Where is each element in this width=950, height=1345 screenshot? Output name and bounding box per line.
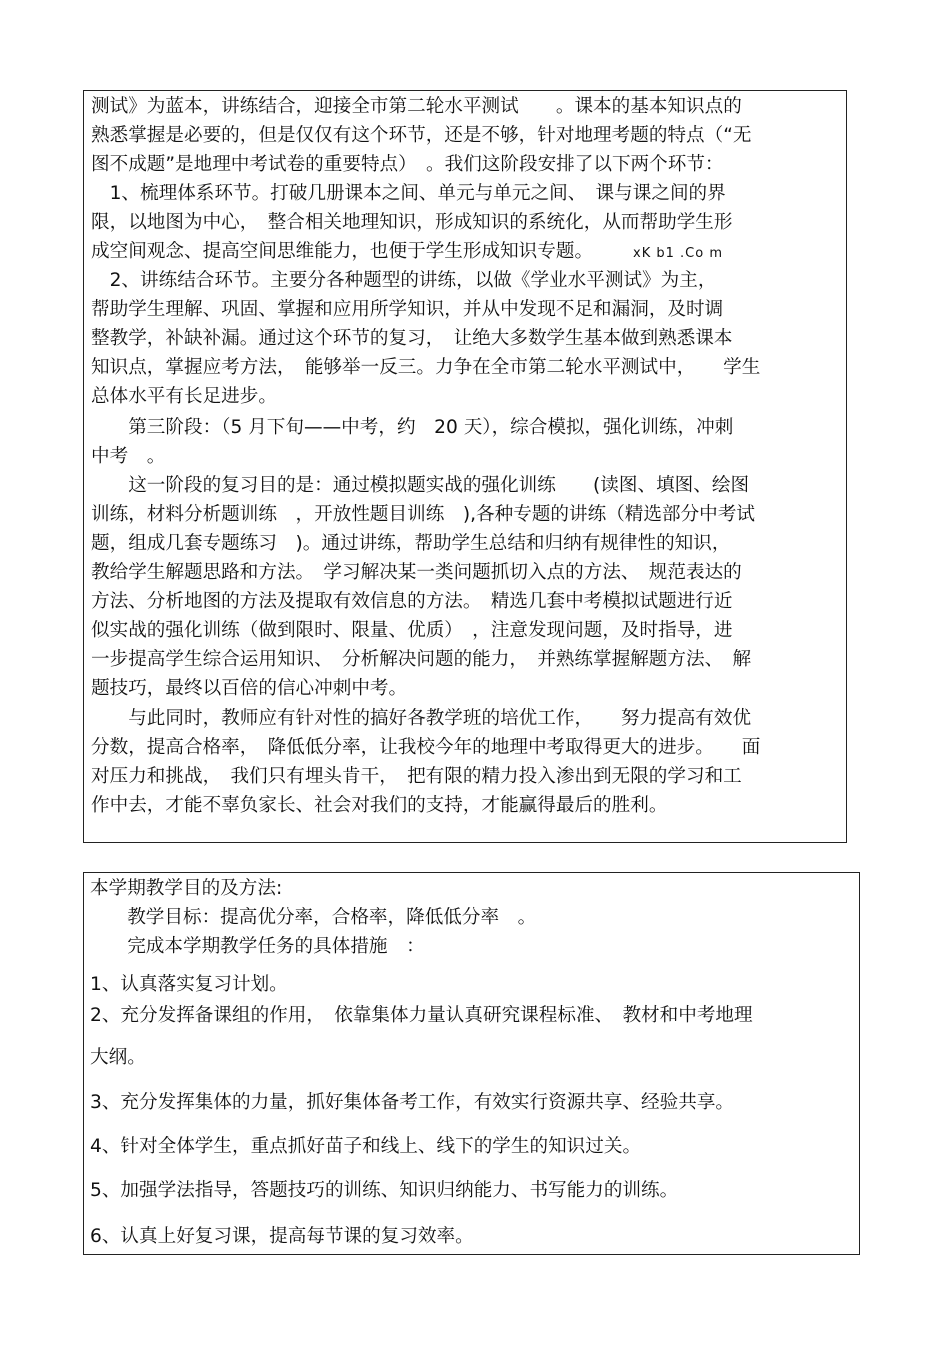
- list-item: 5、加强学法指导，答题技巧的训练、知识归纳能力、书写能力的训练。: [90, 1180, 679, 1201]
- text-line: 对压力和挑战， 我们只有埋头肯干， 把有限的精力投入渗出到无限的学习和工: [91, 766, 742, 787]
- watermark: xK b1 .Co m: [633, 246, 724, 261]
- text-line: 作中去，才能不辜负家长、社会对我们的支持，才能赢得最后的胜利。: [91, 795, 668, 816]
- text-line: 中考 。: [91, 446, 166, 467]
- text-line: 1、梳理体系环节。打破几册课本之间、单元与单元之间、 课与课之间的界: [91, 183, 726, 204]
- text-line: 熟悉掌握是必要的，但是仅仅有这个环节，还是不够，针对地理考题的特点（“无: [91, 125, 752, 146]
- text-line: 方法、分析地图的方法及提取有效信息的方法。 精选几套中考模拟试题进行近: [91, 591, 733, 612]
- list-item: 1、认真落实复习计划。: [90, 974, 288, 995]
- list-item: 4、针对全体学生，重点抓好苗子和线上、线下的学生的知识过关。: [90, 1136, 642, 1157]
- text-line: 第三阶段：（5 月下旬——中考，约 20 天），综合模拟，强化训练，冲刺: [91, 417, 734, 438]
- text-line: 分数，提高合格率， 降低低分率，让我校今年的地理中考取得更大的进步。 面: [91, 737, 761, 758]
- list-item: 2、充分发挥备课组的作用， 依靠集体力量认真研究课程标准、 教材和中考地理: [90, 1005, 753, 1026]
- teaching-goals-box: [83, 872, 860, 1255]
- text-line: 2、讲练结合环节。主要分各种题型的讲练，以做《学业水平测试》为主，: [91, 270, 717, 291]
- text-line: 似实战的强化训练（做到限时、限量、优质） ，注意发现问题，及时指导，进: [91, 620, 733, 641]
- text-line: 测试》为蓝本，讲练结合，迎接全市第二轮水平测试 。课本的基本知识点的: [91, 96, 742, 117]
- list-item: 6、认真上好复习课，提高每节课的复习效率。: [90, 1226, 474, 1247]
- text-line: [84, 237, 846, 269]
- text-line: 教学目标：提高优分率，合格率，降低低分率 。: [90, 907, 537, 928]
- text-line: 教给学生解题思路和方法。 学习解决某一类问题抓切入点的方法、 规范表达的: [91, 562, 742, 583]
- text-line: 完成本学期教学任务的具体措施 ：: [90, 936, 425, 957]
- text-line: 训练，材料分析题训练 ，开放性题目训练 ),各种专题的讲练（精选部分中考试: [91, 504, 755, 525]
- text-line: 一步提高学生综合运用知识、 分析解决问题的能力， 并熟练掌握解题方法、 解: [91, 649, 752, 670]
- text-line: 总体水平有长足进步。: [91, 386, 277, 407]
- list-item: 3、充分发挥集体的力量，抓好集体备考工作，有效实行资源共享、经验共享。: [90, 1092, 735, 1113]
- list-item-continuation: 大纲。: [90, 1047, 146, 1068]
- text-line: 整教学，补缺补漏。通过这个环节的复习， 让绝大多数学生基本做到熟悉课本: [91, 328, 733, 349]
- text-line: 题技巧，最终以百倍的信心冲刺中考。: [91, 678, 408, 699]
- text-line-content: 成空间观念、提高空间思维能力，也便于学生形成知识专题。: [91, 241, 594, 262]
- text-line: 题，组成几套专题练习 )。通过讲练，帮助学生总结和归纳有规律性的知识，: [91, 533, 731, 554]
- section-heading: 本学期教学目的及方法:: [90, 878, 283, 899]
- text-line: 限，以地图为中心， 整合相关地理知识，形成知识的系统化，从而帮助学生形: [91, 212, 733, 233]
- text-line: 这一阶段的复习目的是：通过模拟题实战的强化训练 (读图、填图、绘图: [91, 475, 750, 496]
- text-line: 帮助学生理解、巩固、掌握和应用所学知识，并从中发现不足和漏洞，及时调: [91, 299, 724, 320]
- text-line: 知识点，掌握应考方法， 能够举一反三。力争在全市第二轮水平测试中， 学生: [91, 357, 761, 378]
- plan-text-box: [83, 90, 847, 843]
- text-line: 与此同时，教师应有针对性的搞好各教学班的培优工作， 努力提高有效优: [91, 708, 752, 729]
- text-line: 图不成题”是地理中考试卷的重要特点） 。我们这阶段安排了以下两个环节：: [91, 154, 724, 175]
